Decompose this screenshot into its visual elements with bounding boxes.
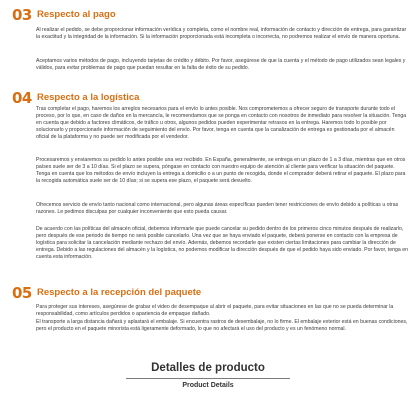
section-header	[0, 7, 416, 23]
section-number: 03	[12, 6, 32, 24]
paragraph: El transporte a larga distancia dañará y aplastará el embalaje. Si encuentra rastros de desembalaje, no lo firme. El embalaje exterior está en buenas condiciones, pero el producto en el paquete minorista está ligeramente deformado, lo que no afectará el uso del producto y es un fenómeno normal.	[36, 319, 408, 332]
section-reception	[0, 284, 416, 332]
section-number: 05	[12, 284, 32, 302]
paragraph: Al realizar el pedido, se debe proporcionar información verídica y completa, como el nombre real, información de contacto y dirección de entrega, para garantizar la exactitud y la integridad de la información. Si la información proporcionada está incompleta o incorrecta, no podremos realizar el envío de manera oportuna.	[36, 27, 407, 40]
paragraph: De acuerdo con las políticas del almacén oficial, debemos informarle que puede cancelar su pedido dentro de los primeros cinco minutos después de realizarlo, pero después de ese periodo de tiempo no será posible cancelarlo. Una vez que se haya enviado el paquete, deberá ponerse en contacto con la empresa de logística para solicitar la cancelación mediante rechazo del envío. Además, debemos recordarle que existen ciertas limitaciones para cambiar la dirección de entrega. Debido a las regulaciones del almacén y la logística, no podemos modificar la dirección después de que el pedido haya sido enviado. Por favor, tenga en cuenta esta información.	[36, 226, 409, 260]
paragraph: Procesaremos y enviaremos su pedido lo antes posible una vez recibido. En España, generalmente, se entrega en un plazo de 1 a 3 días, mientras que en otros países suele ser de 3 a 10 días. Si el plazo se supera, póngase en contacto con nuestro equipo de atención al cliente para verificar la situación del paquete. Tenga en cuenta que los métodos de envío incluyen la entrega a domicilio o a un punto de recogida, donde el comprador deberá retirar el paquete. El plazo para la recogida automática suele ser de 10 días; si se supera ese plazo, el paquete será devuelto.	[36, 157, 406, 184]
product-details-title: Detalles de producto	[151, 362, 265, 374]
section-title: Respecto a la recepción del paquete	[37, 287, 202, 298]
section-logistics	[0, 89, 416, 260]
paragraph: Para proteger sus intereses, asegúrese de grabar el video de desempaque al abrir el paquete, para evitar situaciones en las que no se pueda determinar la responsabilidad, como artículos perdidos o apariencia de empaque dañado.	[36, 304, 394, 317]
section-title: Respecto a la logística	[37, 92, 140, 103]
divider	[126, 378, 290, 379]
paragraph: Ofrecemos servicio de envío tanto nacional como internacional, pero algunas áreas específicas pueden tener restricciones de envío debido a políticas u otras razones. Le pedimos disculpas por cualquier inconveniente que esto pueda causar.	[36, 202, 399, 215]
product-details-subtitle: Product Details	[182, 382, 234, 389]
section-payment	[0, 6, 416, 71]
paragraph: Aceptamos varios métodos de pago, incluyendo tarjetas de crédito y débito. Por favor, asegúrese de que la cuenta y el método de pago utilizados sean legales y válidos, para evitar problemas de pago que puedan resultar en la falta de éxito de su pedido.	[36, 58, 406, 71]
section-header	[0, 90, 416, 106]
section-header	[0, 285, 416, 301]
paragraph: Tras completar el pago, haremos los arreglos necesarios para el envío lo antes posible. Nos comprometemos a ofrecer seguro de transporte durante todo el proceso, por lo que, en caso de daños en la mercancía, le recomendamos que se ponga en contacto con nosotros de inmediato para resolver la situación. Tenga en cuenta que debido a factores climáticos, de tráfico u otros, algunos pedidos pueden experimentar retrasos en la entrega. Haremos todo lo posible por solucionarlo y proporcionarle información de seguimiento del envío. Por favor, tenga en cuenta que la canalización de entrega es gestionada por el almacén oficial de la plataforma y no puede ser modificada por el vendedor.	[36, 106, 407, 140]
section-title: Respecto al pago	[37, 9, 116, 20]
section-number: 04	[12, 89, 32, 107]
